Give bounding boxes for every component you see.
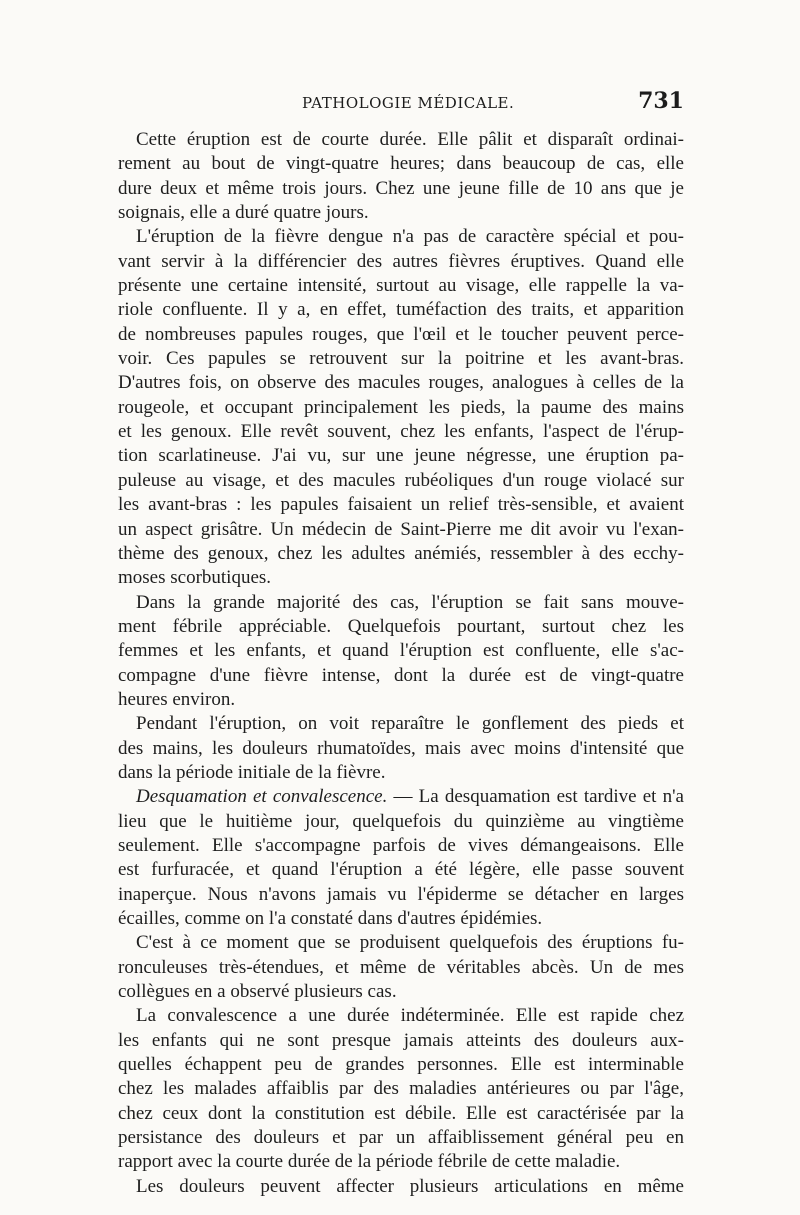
line-text: les avant-bras : les papules faisaient un relief très-sensible, et avaient xyxy=(118,494,684,516)
line-text: lieu que le huitième jour, quelquefois du quinzième au vingtième xyxy=(118,810,684,832)
text-line xyxy=(118,1175,684,1199)
line-text: présente une certaine intensité, surtout au visage, elle rappelle la va- xyxy=(118,275,684,297)
line-text: des mains, les douleurs rhumatoïdes, mais avec moins d'intensité que xyxy=(118,737,684,759)
line-text: voir. Ces papules se retrouvent sur la poitrine et les avant-bras. xyxy=(118,348,684,370)
line-text: C'est à ce moment que se produisent quelquefois des éruptions fu- xyxy=(136,932,684,954)
text-line xyxy=(118,907,684,931)
text-line xyxy=(118,1150,684,1174)
text-line xyxy=(118,639,684,663)
text-line xyxy=(118,347,684,371)
text-line xyxy=(118,518,684,542)
page-header xyxy=(118,88,684,118)
text-line xyxy=(118,493,684,517)
text-line xyxy=(118,225,684,249)
running-head: PATHOLOGIE MÉDICALE. xyxy=(302,94,515,112)
text-line xyxy=(118,177,684,201)
text-line xyxy=(118,688,684,712)
line-text: vant servir à la différencier des autres fièvres éruptives. Quand elle xyxy=(118,250,684,272)
text-line xyxy=(118,1004,684,1028)
text-line xyxy=(118,250,684,274)
line-text: inaperçue. Nous n'avons jamais vu l'épiderme se détacher en larges xyxy=(118,883,684,905)
text-line xyxy=(118,298,684,322)
body-text xyxy=(118,128,684,1199)
line-text: Pendant l'éruption, on voit reparaître le gonflement des pieds et xyxy=(136,713,684,735)
text-line xyxy=(118,615,684,639)
line-text: chez les malades affaiblis par des maladies antérieures ou par l'âge, xyxy=(118,1078,684,1100)
line-text: dans la période initiale de la fièvre. xyxy=(118,761,386,783)
line-text: dure deux et même trois jours. Chez une jeune fille de 10 ans que je xyxy=(118,177,684,199)
line-text: rougeole, et occupant principalement les pieds, la paume des mains xyxy=(118,396,684,418)
text-line xyxy=(118,810,684,834)
line-text: heures environ. xyxy=(118,688,236,710)
text-line xyxy=(118,469,684,493)
line-text: persistance des douleurs et par un affaiblissement général peu en xyxy=(118,1127,684,1149)
line-text: tion scarlatineuse. J'ai vu, sur une jeune négresse, une éruption pa- xyxy=(118,445,684,467)
text-line xyxy=(118,201,684,225)
text-line xyxy=(118,371,684,395)
text-line xyxy=(118,761,684,785)
text-line xyxy=(118,542,684,566)
line-text: compagne d'une fièvre intense, dont la durée est de vingt-quatre xyxy=(118,664,684,686)
text-line xyxy=(118,1029,684,1053)
line-text: ronculeuses très-étendues, et même de véritables abcès. Un de mes xyxy=(118,956,684,978)
line-text: puleuse au visage, et des macules rubéoliques d'un rouge violacé sur xyxy=(118,469,684,491)
text-line xyxy=(118,1077,684,1101)
line-text: rement au bout de vingt-quatre heures; dans beaucoup de cas, elle xyxy=(118,153,684,175)
text-line xyxy=(118,396,684,420)
text-line xyxy=(118,323,684,347)
text-line xyxy=(118,664,684,688)
line-text: Dans la grande majorité des cas, l'éruption se fait sans mouve- xyxy=(136,591,684,613)
section-heading: Desquamation et convalescence. xyxy=(136,786,388,808)
text-line xyxy=(118,444,684,468)
text-line xyxy=(118,420,684,444)
line-text: rapport avec la courte durée de la période fébrile de cette maladie. xyxy=(118,1151,621,1173)
text-line xyxy=(118,566,684,590)
text-line xyxy=(118,712,684,736)
line-text: femmes et les enfants, et quand l'éruption est confluente, elle s'ac- xyxy=(118,640,684,662)
line-text: et les genoux. Elle revêt souvent, chez les enfants, l'aspect de l'érup- xyxy=(118,421,684,443)
line-text: ment fébrile appréciable. Quelquefois pourtant, surtout chez les xyxy=(118,615,684,637)
text-line xyxy=(118,931,684,955)
text-line xyxy=(118,956,684,980)
text-line xyxy=(118,128,684,152)
line-text: Les douleurs peuvent affecter plusieurs articulations en même xyxy=(136,1175,684,1197)
text-line xyxy=(118,591,684,615)
line-text: — La desquamation est tardive et n'a xyxy=(387,786,684,808)
line-text: les enfants qui ne sont presque jamais atteints des douleurs aux- xyxy=(118,1029,684,1051)
line-text: La convalescence a une durée indéterminée. Elle est rapide chez xyxy=(136,1005,684,1027)
line-text: est furfuracée, et quand l'éruption a été légère, elle passe souvent xyxy=(118,859,684,881)
text-line xyxy=(118,1126,684,1150)
line-text: collègues en a observé plusieurs cas. xyxy=(118,981,397,1003)
line-text: L'éruption de la fièvre dengue n'a pas de caractère spécial et pou- xyxy=(136,226,684,248)
text-line xyxy=(118,274,684,298)
line-text: chez ceux dont la constitution est débile. Elle est caractérisée par la xyxy=(118,1102,684,1124)
text-line xyxy=(118,834,684,858)
line-text: Cette éruption est de courte durée. Elle pâlit et disparaît ordinai- xyxy=(136,129,684,150)
line-text: de nombreuses papules rouges, que l'œil et le toucher peuvent perce- xyxy=(118,323,684,345)
line-text: D'autres fois, on observe des macules rouges, analogues à celles de la xyxy=(118,372,684,394)
line-text: seulement. Elle s'accompagne parfois de vives démangeaisons. Elle xyxy=(118,834,684,856)
line-text: soignais, elle a duré quatre jours. xyxy=(118,202,369,224)
text-line xyxy=(118,737,684,761)
text-line xyxy=(118,785,684,809)
line-text: thème des genoux, chez les adultes anémiés, ressembler à des ecchy- xyxy=(118,542,684,564)
text-line xyxy=(118,1102,684,1126)
text-line xyxy=(118,883,684,907)
text-line xyxy=(118,152,684,176)
text-line xyxy=(118,1053,684,1077)
line-text: riole confluente. Il y a, en effet, tuméfaction des traits, et apparition xyxy=(118,299,684,321)
page-number: 731 xyxy=(638,88,684,114)
text-line xyxy=(118,858,684,882)
text-line xyxy=(118,980,684,1004)
line-text: un aspect grisâtre. Un médecin de Saint-Pierre me dit avoir vu l'exan- xyxy=(118,518,684,540)
line-text: écailles, comme on l'a constaté dans d'autres épidémies. xyxy=(118,908,543,929)
line-text: moses scorbutiques. xyxy=(118,567,272,589)
line-text: quelles échappent peu de grandes personnes. Elle est interminable xyxy=(118,1054,684,1076)
